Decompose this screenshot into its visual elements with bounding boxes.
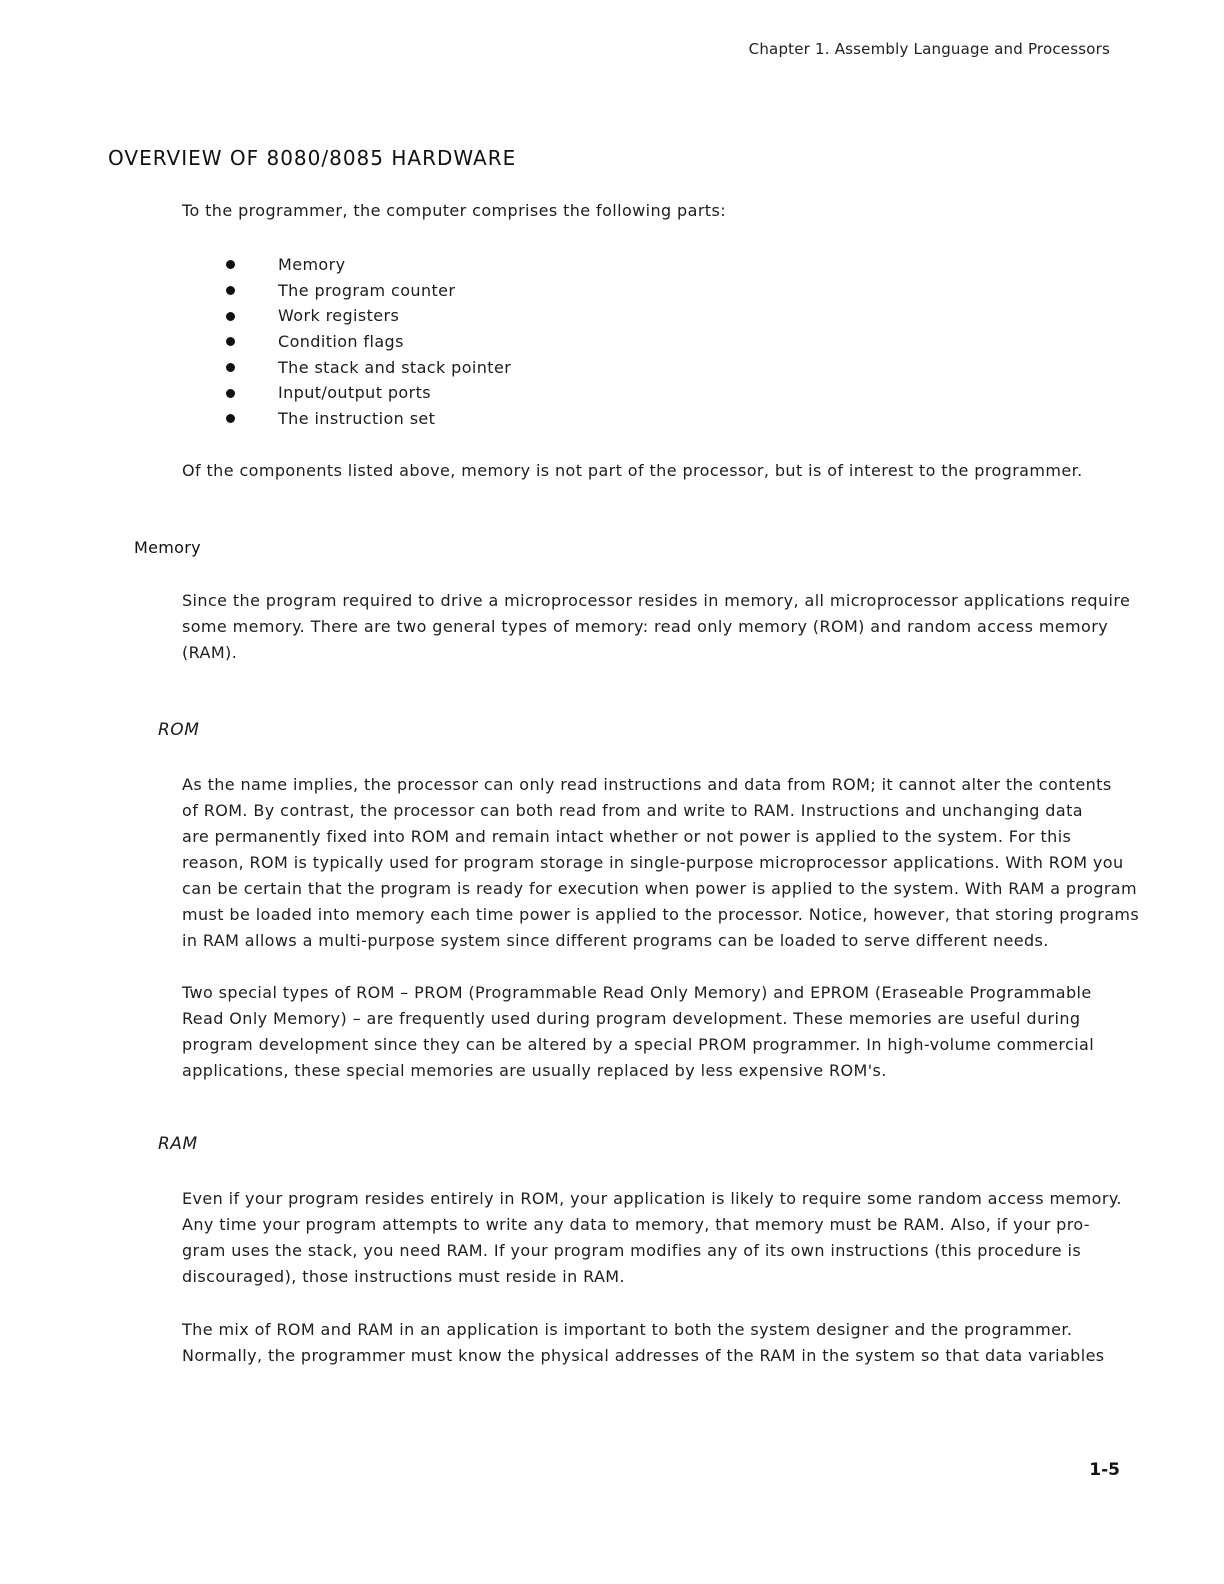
memory-paragraph [182, 588, 1132, 666]
bullet-icon [226, 389, 235, 398]
text-line: can be certain that the program is ready for execution when power is applied to the system. With RAM a program [182, 879, 1137, 898]
text-line: Even if your program resides entirely in ROM, your application is likely to require some random access memory. [182, 1189, 1122, 1208]
text-line: gram uses the stack, you need RAM. If your program modifies any of its own instructions (this procedure is [182, 1241, 1082, 1260]
text-line: discouraged), those instructions must reside in RAM. [182, 1267, 626, 1286]
bullet-icon [226, 337, 235, 346]
intro-text: To the programmer, the computer comprises the following parts: [182, 201, 726, 220]
text-line: Normally, the programmer must know the physical addresses of the RAM in the system so that data variables [182, 1346, 1105, 1365]
memory-heading: Memory [134, 538, 201, 557]
text-line: Any time your program attempts to write any data to memory, that memory must be RAM. Also, if your pro- [182, 1215, 1090, 1234]
text-line: Read Only Memory) – are frequently used during program development. These memories are useful during [182, 1009, 1081, 1028]
text-line: are permanently fixed into ROM and remain intact whether or not power is applied to the system. For this [182, 827, 1072, 846]
list-item [226, 406, 511, 432]
list-item-label: The program counter [278, 280, 456, 300]
text-line: program development since they can be altered by a special PROM programmer. In high-volume commercial [182, 1035, 1095, 1054]
rom-heading: ROM [158, 720, 200, 740]
text-line: applications, these special memories are usually replaced by less expensive ROM's. [182, 1061, 887, 1080]
text-line: Two special types of ROM – PROM (Programmable Read Only Memory) and EPROM (Eraseable Programmable [182, 983, 1092, 1002]
list-item-label: Work registers [278, 306, 400, 326]
list-item-label: Memory [278, 255, 346, 274]
rom-paragraph-1 [182, 772, 1140, 954]
rom-paragraph-2 [182, 980, 1132, 1084]
page-number: 1-5 [1089, 1460, 1120, 1480]
list-item-label: The instruction set [278, 409, 436, 429]
text-line: Since the program required to drive a microprocessor resides in memory, all microprocessor applications require [182, 591, 1131, 610]
list-item [226, 355, 511, 381]
list-item-label: Input/output ports [278, 383, 432, 403]
text-line: of ROM. By contrast, the processor can both read from and write to RAM. Instructions and unchanging data [182, 801, 1083, 820]
bullet-icon [226, 414, 235, 423]
bullet-icon [226, 312, 235, 321]
text-line: in RAM allows a multi-purpose system since different programs can be loaded to serve different needs. [182, 931, 1049, 950]
ram-paragraph-1 [182, 1186, 1132, 1290]
list-item [226, 380, 511, 406]
section-title: OVERVIEW OF 8080/8085 HARDWARE [108, 146, 517, 170]
bullet-icon [226, 286, 235, 295]
bullet-icon [226, 260, 235, 269]
list-item [226, 278, 511, 304]
text-line: As the name implies, the processor can only read instructions and data from ROM; it cannot alter the contents [182, 775, 1112, 794]
ram-paragraph-2 [182, 1317, 1132, 1369]
ram-heading: RAM [158, 1134, 198, 1154]
list-item [226, 303, 511, 329]
list-item [226, 329, 511, 355]
text-line: The mix of ROM and RAM in an application is important to both the system designer and the programmer. [182, 1320, 1073, 1339]
text-line: must be loaded into memory each time power is applied to the processor. Notice, however, that storing programs [182, 905, 1140, 924]
text-line: reason, ROM is typically used for program storage in single-purpose microprocessor applications. With ROM you [182, 853, 1124, 872]
after-list-text: Of the components listed above, memory is not part of the processor, but is of interest to the programmer. [182, 461, 1083, 480]
text-line: (RAM). [182, 643, 238, 662]
running-head: Chapter 1. Assembly Language and Processors [748, 40, 1110, 58]
text-line: some memory. There are two general types of memory: read only memory (ROM) and random access memory [182, 617, 1109, 636]
bullet-icon [226, 363, 235, 372]
list-item-label: The stack and stack pointer [278, 357, 512, 377]
list-item-label: Condition flags [278, 332, 404, 352]
component-list [226, 252, 511, 432]
list-item [226, 252, 511, 278]
